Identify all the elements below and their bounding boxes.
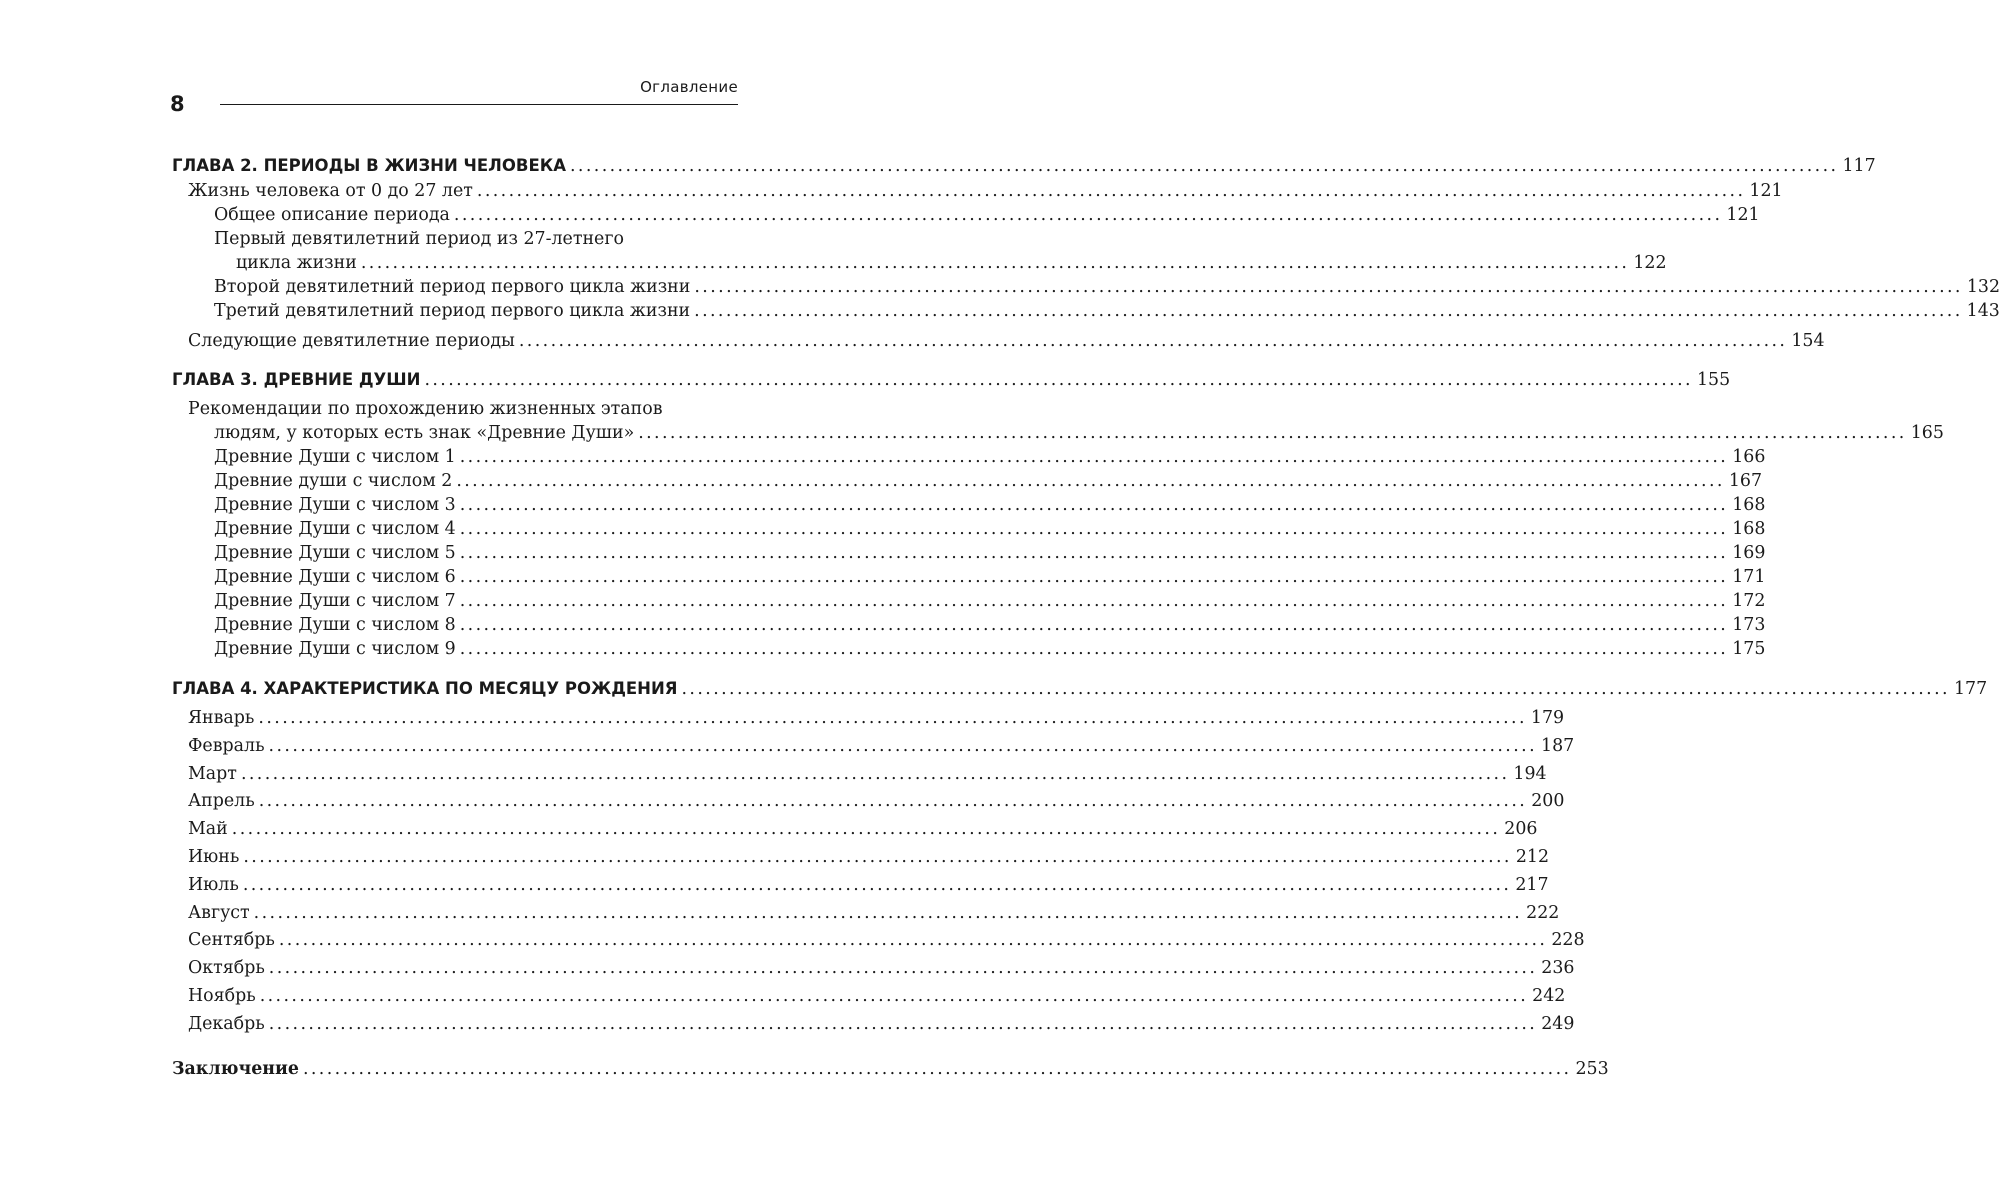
toc-page: 165 xyxy=(1910,423,1944,443)
dot-leader: ................................................................................................................................................................ xyxy=(258,791,1528,812)
dot-leader: ................................................................................................................................................................ xyxy=(459,447,1729,467)
toc-label: Следующие девятилетние периоды xyxy=(188,331,515,351)
dot-leader: ................................................................................................................................................................ xyxy=(459,615,1729,635)
dot-leader: ................................................................................................................................................................ xyxy=(242,874,1512,895)
toc-page: 166 xyxy=(1732,447,1766,467)
dot-leader: ................................................................................................................................................................ xyxy=(638,423,1907,443)
dot-leader: ................................................................................................................................................................ xyxy=(360,253,1630,273)
running-title: Оглавление xyxy=(640,78,738,96)
dot-leader: ................................................................................................................................................................ xyxy=(476,181,1746,201)
toc-label: Древние Души с числом 6 xyxy=(214,567,456,587)
toc-page: 187 xyxy=(1541,735,1575,756)
dot-leader: ................................................................................................................................................................ xyxy=(278,930,1548,951)
dot-leader: ................................................................................................................................................................ xyxy=(518,331,1788,351)
toc-label: Древние Души с числом 9 xyxy=(214,639,456,659)
toc-page: 172 xyxy=(1732,591,1766,611)
toc-month-entry[interactable] xyxy=(172,844,1550,872)
toc-entry[interactable] xyxy=(172,517,1766,541)
toc-page: 154 xyxy=(1791,331,1825,351)
toc-page: 179 xyxy=(1530,708,1565,728)
toc-label: Апрель xyxy=(188,791,255,812)
toc-label: Февраль xyxy=(188,735,265,756)
toc-label: Жизнь человека от 0 до 27 лет xyxy=(188,181,473,201)
toc-label-line1: Первый девятилетний период из 27-летнего xyxy=(214,229,624,249)
running-head xyxy=(170,74,738,114)
toc-label: Ноябрь xyxy=(188,985,256,1006)
toc-label: Май xyxy=(188,819,228,840)
toc-entry[interactable] xyxy=(172,299,2000,323)
toc-entry[interactable] xyxy=(172,541,1766,565)
toc-label: людям, у которых есть знак «Древние Души» xyxy=(214,423,635,443)
toc-month-entry[interactable] xyxy=(172,816,1538,844)
toc-page: 121 xyxy=(1749,181,1783,201)
toc-label: Август xyxy=(188,902,250,923)
toc-label: Древние Души с числом 3 xyxy=(214,495,456,515)
toc-page: 132 xyxy=(1966,277,2000,297)
toc-month-entry[interactable] xyxy=(172,983,1566,1011)
dot-leader: ................................................................................................................................................................ xyxy=(424,370,1693,390)
toc-label: Третий девятилетний период первого цикла жизни xyxy=(214,301,691,321)
toc-month-entry[interactable] xyxy=(172,733,1575,761)
toc-label: Древние Души с числом 5 xyxy=(214,543,456,563)
toc-label: Январь xyxy=(188,708,255,728)
dot-leader: ................................................................................................................................................................ xyxy=(569,156,1839,176)
toc-page: 200 xyxy=(1531,791,1565,812)
dot-leader: ................................................................................................................................................................ xyxy=(459,495,1729,515)
toc-chapter-3[interactable] xyxy=(172,368,1731,392)
toc-label: Июль xyxy=(188,874,239,895)
toc-label: Древние Души с числом 7 xyxy=(214,591,456,611)
toc-month-entry[interactable] xyxy=(172,927,1585,955)
toc-entry[interactable] xyxy=(172,203,1760,227)
dot-leader: ................................................................................................................................................................ xyxy=(243,846,1512,867)
dot-leader: ................................................................................................................................................................ xyxy=(694,301,1963,321)
toc-page: 249 xyxy=(1541,1013,1575,1034)
toc-page: 217 xyxy=(1515,874,1549,895)
toc-page: 167 xyxy=(1728,471,1763,491)
dot-leader: ................................................................................................................................................................ xyxy=(302,1058,1572,1079)
table-of-contents xyxy=(172,150,2000,1081)
dot-leader: ................................................................................................................................................................ xyxy=(459,639,1729,659)
toc-page: 253 xyxy=(1575,1058,1609,1079)
dot-leader: ................................................................................................................................................................ xyxy=(258,708,1527,728)
dot-leader: ................................................................................................................................................................ xyxy=(259,985,1529,1006)
dot-leader: ................................................................................................................................................................ xyxy=(240,763,1510,784)
toc-month-entry[interactable] xyxy=(172,1011,1575,1039)
toc-label: Древние души с числом 2 xyxy=(214,471,453,491)
toc-page: 143 xyxy=(1966,301,2000,321)
toc-entry[interactable] xyxy=(172,275,2000,299)
toc-label: Декабрь xyxy=(188,1013,265,1034)
dot-leader: ................................................................................................................................................................ xyxy=(681,679,1950,699)
months-list xyxy=(172,705,1585,1039)
toc-page: 168 xyxy=(1732,495,1766,515)
toc-page: 228 xyxy=(1551,930,1585,951)
dot-leader: ................................................................................................................................................................ xyxy=(231,819,1501,840)
toc-label: Древние Души с числом 1 xyxy=(214,447,456,467)
toc-entry[interactable] xyxy=(172,179,1783,203)
dot-leader: ................................................................................................................................................................ xyxy=(268,735,1538,756)
toc-page: 168 xyxy=(1732,519,1766,539)
toc-month-entry[interactable] xyxy=(172,900,1560,928)
toc-label: Древние Души с числом 4 xyxy=(214,519,456,539)
toc-page: 155 xyxy=(1696,370,1731,390)
toc-page: 117 xyxy=(1842,156,1876,176)
toc-conclusion[interactable] xyxy=(172,1057,1609,1081)
toc-month-entry[interactable] xyxy=(172,705,1565,733)
dot-leader: ................................................................................................................................................................ xyxy=(456,471,1725,491)
toc-entry[interactable] xyxy=(172,565,1766,589)
toc-label: ГЛАВА 3. ДРЕВНИЕ ДУШИ xyxy=(172,370,421,389)
toc-page: 122 xyxy=(1633,253,1667,273)
toc-label: Заключение xyxy=(172,1058,299,1079)
dot-leader: ................................................................................................................................................................ xyxy=(694,277,1963,297)
toc-page: 171 xyxy=(1732,567,1766,587)
toc-chapter-4[interactable] xyxy=(172,677,1988,701)
toc-month-entry[interactable] xyxy=(172,761,1547,789)
dot-leader: ................................................................................................................................................................ xyxy=(453,205,1723,225)
toc-label: Июнь xyxy=(188,846,240,867)
toc-page: 175 xyxy=(1732,639,1766,659)
dot-leader: ................................................................................................................................................................ xyxy=(459,543,1729,563)
toc-label: ГЛАВА 2. ПЕРИОДЫ В ЖИЗНИ ЧЕЛОВЕКА xyxy=(172,156,566,175)
toc-page: 222 xyxy=(1526,902,1560,923)
dot-leader: ................................................................................................................................................................ xyxy=(253,902,1523,923)
toc-page: 121 xyxy=(1726,205,1760,225)
toc-page: 236 xyxy=(1541,958,1575,979)
toc-label: Второй девятилетний период первого цикла жизни xyxy=(214,277,691,297)
toc-label: цикла жизни xyxy=(236,253,357,273)
toc-entry[interactable] xyxy=(172,421,1944,445)
dot-leader: ................................................................................................................................................................ xyxy=(268,1013,1538,1034)
toc-month-entry[interactable] xyxy=(172,955,1575,983)
toc-entry[interactable] xyxy=(172,251,1667,275)
toc-label: ГЛАВА 4. ХАРАКТЕРИСТИКА ПО МЕСЯЦУ РОЖДЕНИЯ xyxy=(172,679,678,698)
toc-entry[interactable] xyxy=(172,493,1766,517)
toc-entry[interactable] xyxy=(172,469,1763,493)
dot-leader: ................................................................................................................................................................ xyxy=(459,519,1729,539)
toc-entry[interactable] xyxy=(172,613,1766,637)
header-rule xyxy=(220,104,738,105)
toc-page: 177 xyxy=(1953,679,1988,699)
dot-leader: ................................................................................................................................................................ xyxy=(268,958,1538,979)
toc-label-line1: Рекомендации по прохождению жизненных этапов xyxy=(188,399,663,419)
toc-label: Сентябрь xyxy=(188,930,275,951)
toc-entry[interactable] xyxy=(172,329,1825,353)
toc-entry[interactable] xyxy=(172,445,1766,469)
dot-leader: ................................................................................................................................................................ xyxy=(459,567,1729,587)
page-number: 8 xyxy=(170,92,185,116)
toc-chapter-2[interactable] xyxy=(172,154,1876,178)
toc-page: 212 xyxy=(1515,846,1550,867)
toc-page: 242 xyxy=(1532,985,1566,1006)
toc-month-entry[interactable] xyxy=(172,872,1549,900)
toc-page: 194 xyxy=(1513,763,1547,784)
toc-label: Общее описание периода xyxy=(214,205,450,225)
toc-page: 169 xyxy=(1732,543,1766,563)
toc-page: 173 xyxy=(1732,615,1766,635)
toc-page: 206 xyxy=(1504,819,1538,840)
toc-label: Древние Души с числом 8 xyxy=(214,615,456,635)
toc-entry[interactable] xyxy=(172,589,1766,613)
toc-label: Март xyxy=(188,763,237,784)
dot-leader: ................................................................................................................................................................ xyxy=(459,591,1729,611)
toc-entry[interactable] xyxy=(172,637,1766,661)
toc-label: Октябрь xyxy=(188,958,265,979)
toc-month-entry[interactable] xyxy=(172,788,1565,816)
